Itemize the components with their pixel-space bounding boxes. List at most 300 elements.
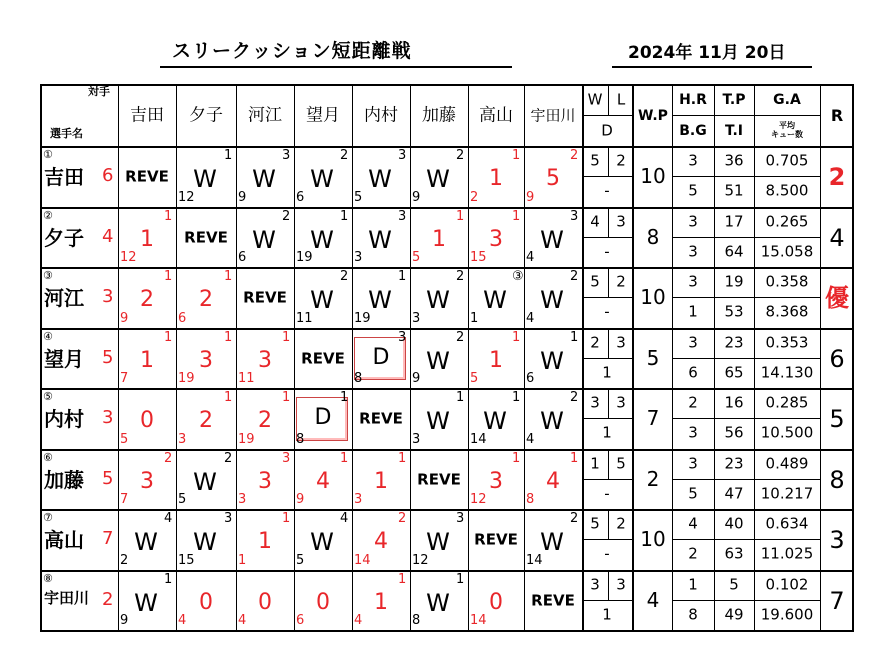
- total-innings: 56: [724, 423, 744, 442]
- points-superscript: 1: [456, 208, 465, 224]
- innings-subscript: 15: [178, 552, 195, 568]
- w-header: W: [587, 90, 603, 109]
- innings-subscript: 15: [470, 250, 487, 265]
- points-superscript: 3: [398, 148, 407, 163]
- loss-score: 1: [374, 589, 388, 615]
- player-number: ①: [43, 148, 53, 161]
- loss-score: 1: [489, 347, 503, 373]
- player-name: 宇田川: [44, 588, 90, 607]
- loss-score: 1: [374, 468, 388, 494]
- loss-score: 4: [316, 468, 330, 494]
- innings-subscript: 4: [526, 431, 535, 447]
- losses-count: 2: [616, 514, 626, 533]
- points-superscript: ③: [512, 269, 524, 284]
- innings-subscript: 1: [470, 310, 479, 326]
- grid-line: [468, 84, 469, 630]
- win-mark: W: [134, 528, 158, 557]
- grid-line: [852, 84, 854, 630]
- rank-header: R: [830, 106, 844, 125]
- draws-count: -: [604, 484, 610, 502]
- draws-count: 1: [602, 423, 612, 442]
- average-innings: 11.025: [760, 544, 814, 563]
- wins-count: 5: [590, 151, 600, 170]
- general-average: 0.489: [765, 454, 809, 472]
- innings-subscript: 6: [238, 250, 247, 265]
- innings-subscript: 9: [412, 371, 421, 386]
- innings-subscript: 12: [120, 250, 137, 265]
- player-name: 加藤: [44, 467, 84, 492]
- points-superscript: 1: [512, 390, 521, 405]
- l-header: L: [616, 90, 626, 109]
- points-superscript: 1: [512, 450, 521, 466]
- general-average: 0.358: [765, 272, 809, 291]
- losses-count: 2: [616, 151, 626, 170]
- total-innings: 64: [724, 242, 744, 260]
- win-mark: W: [368, 286, 392, 315]
- innings-subscript: 19: [238, 431, 255, 447]
- points-superscript: 1: [282, 329, 291, 345]
- grid-line: [608, 509, 609, 539]
- points-superscript: 3: [456, 511, 465, 526]
- innings-subscript: 9: [120, 310, 129, 326]
- win-mark: W: [540, 346, 564, 375]
- player-number: ④: [43, 329, 53, 343]
- player-handicap: 5: [102, 467, 114, 489]
- wins-count: 3: [590, 393, 600, 412]
- general-average: 0.705: [765, 151, 809, 170]
- draws-count: 1: [602, 605, 612, 623]
- draw-mark: D: [372, 344, 390, 370]
- draws-count: -: [604, 181, 610, 200]
- rank-value: 4: [829, 223, 845, 252]
- general-average: 0.285: [765, 393, 809, 412]
- losses-count: 2: [616, 272, 626, 291]
- grid-line: [40, 84, 852, 86]
- points-superscript: 1: [340, 450, 349, 466]
- rank-value: 6: [829, 344, 845, 373]
- innings-subscript: 4: [178, 613, 187, 628]
- points-superscript: 2: [340, 148, 349, 163]
- grid-line: [40, 570, 852, 572]
- grid-line: [672, 479, 820, 480]
- win-points: 10: [640, 285, 666, 310]
- points-superscript: 1: [224, 148, 233, 163]
- self-match-cell: REVE: [301, 349, 345, 368]
- innings-subscript: 12: [412, 552, 429, 568]
- player-number: ⑦: [43, 511, 53, 524]
- wins-count: 2: [590, 333, 600, 351]
- innings-subscript: 11: [296, 310, 313, 326]
- points-superscript: 1: [456, 390, 465, 405]
- player-handicap: 3: [102, 407, 114, 429]
- win-mark: W: [540, 225, 564, 254]
- innings-subscript: 9: [526, 189, 535, 205]
- innings-subscript: 5: [120, 431, 129, 447]
- bad-game: 2: [688, 544, 698, 563]
- innings-subscript: 9: [120, 613, 129, 628]
- innings-subscript: 8: [526, 492, 535, 507]
- loss-score: 3: [258, 347, 272, 373]
- innings-subscript: 1: [238, 552, 247, 568]
- self-match-cell: REVE: [184, 228, 228, 247]
- win-mark: W: [540, 286, 564, 315]
- player-name: 夕子: [44, 225, 84, 250]
- rank-value: 7: [829, 586, 845, 615]
- points-superscript: 2: [398, 511, 407, 526]
- points-superscript: 1: [164, 329, 173, 345]
- high-run: 3: [688, 272, 698, 291]
- rank-value: 優: [825, 284, 849, 313]
- high-run: 2: [688, 393, 698, 412]
- win-mark: W: [310, 165, 334, 194]
- win-mark: W: [426, 407, 450, 436]
- win-points: 7: [646, 406, 660, 431]
- loss-score: 5: [546, 166, 560, 192]
- points-superscript: 1: [282, 511, 291, 526]
- opponent-label: 対手: [88, 85, 110, 98]
- grid-line: [40, 388, 852, 390]
- player-name: 内村: [44, 407, 84, 432]
- total-innings: 53: [724, 302, 744, 321]
- general-average: 0.353: [765, 333, 809, 351]
- grid-line: [608, 328, 609, 358]
- win-mark: W: [193, 467, 217, 496]
- points-superscript: 1: [224, 269, 233, 284]
- total-points: 17: [724, 212, 744, 230]
- column-header: 宇田川: [530, 106, 576, 125]
- points-superscript: 1: [224, 329, 233, 345]
- column-header: 望月: [306, 105, 340, 126]
- points-superscript: 3: [224, 511, 233, 526]
- wins-count: 5: [590, 514, 600, 533]
- points-superscript: 2: [456, 269, 465, 284]
- bad-game: 3: [688, 423, 698, 442]
- points-superscript: 1: [398, 450, 407, 466]
- total-points: 16: [724, 393, 744, 412]
- grid-line: [40, 84, 42, 630]
- column-header: 吉田: [130, 105, 164, 126]
- win-mark: W: [252, 225, 276, 254]
- total-points: 23: [724, 333, 744, 351]
- draws-count: -: [604, 302, 610, 321]
- player-handicap: 3: [102, 286, 114, 308]
- loss-score: 1: [140, 226, 154, 252]
- player-name: 高山: [44, 528, 84, 553]
- innings-subscript: 14: [526, 552, 543, 568]
- innings-subscript: 11: [238, 371, 255, 386]
- loss-score: 1: [489, 166, 503, 192]
- total-points: 23: [724, 454, 744, 472]
- self-match-cell: REVE: [243, 288, 287, 307]
- losses-count: 5: [616, 454, 626, 472]
- loss-score: 1: [432, 226, 446, 252]
- points-superscript: 1: [512, 148, 521, 163]
- grid-line: [608, 388, 609, 418]
- win-mark: W: [252, 165, 276, 194]
- points-superscript: 2: [340, 269, 349, 284]
- points-superscript: 4: [164, 511, 173, 526]
- column-header: 加藤: [422, 105, 456, 126]
- innings-subscript: 5: [296, 552, 305, 568]
- innings-subscript: 12: [470, 492, 487, 507]
- innings-subscript: 14: [354, 552, 371, 568]
- win-mark: W: [310, 225, 334, 254]
- grid-line: [582, 479, 632, 480]
- innings-subscript: 3: [412, 310, 421, 326]
- grid-line: [608, 267, 609, 297]
- grid-line: [608, 207, 609, 237]
- points-superscript: 1: [398, 571, 407, 587]
- grid-line: [40, 328, 852, 330]
- grid-line: [40, 267, 852, 269]
- points-superscript: 1: [164, 269, 173, 284]
- grid-line: [40, 207, 852, 209]
- grid-line: [582, 237, 632, 238]
- points-superscript: 4: [340, 511, 349, 526]
- high-run: 3: [688, 151, 698, 170]
- grid-line: [672, 358, 820, 359]
- innings-subscript: 9: [412, 189, 421, 205]
- bad-game: 5: [688, 484, 698, 502]
- grid-line: [294, 84, 295, 630]
- high-run: 4: [688, 514, 698, 533]
- rank-value: 5: [829, 405, 845, 434]
- wins-count: 4: [590, 212, 600, 230]
- player-name: 河江: [44, 286, 84, 311]
- innings-subscript: 4: [354, 613, 363, 628]
- total-innings: 63: [724, 544, 744, 563]
- innings-subscript: 9: [296, 492, 305, 507]
- total-points: 5: [729, 575, 739, 593]
- self-match-cell: REVE: [417, 470, 461, 489]
- grid-line: [672, 600, 820, 601]
- grid-line: [118, 84, 119, 630]
- player-name: 望月: [44, 346, 84, 371]
- loss-score: 3: [489, 226, 503, 252]
- points-superscript: 2: [456, 329, 465, 345]
- grid-line: [40, 146, 852, 148]
- wins-count: 1: [590, 454, 600, 472]
- losses-count: 3: [616, 212, 626, 230]
- win-points: 5: [646, 345, 660, 370]
- rank-value: 3: [829, 526, 845, 555]
- wins-count: 3: [590, 575, 600, 593]
- grid-line: [632, 84, 634, 630]
- draws-count: 1: [602, 363, 612, 381]
- grid-line: [672, 297, 820, 298]
- innings-subscript: 6: [296, 189, 305, 205]
- player-number: ⑥: [43, 450, 53, 464]
- grid-line: [672, 418, 820, 419]
- high-run: 3: [688, 212, 698, 230]
- total-innings: 51: [724, 181, 744, 200]
- points-superscript: 2: [570, 269, 579, 284]
- tp-header: T.P: [722, 92, 746, 108]
- loss-score: 3: [489, 468, 503, 494]
- total-innings: 65: [724, 363, 744, 381]
- innings-subscript: 6: [526, 371, 535, 386]
- innings-subscript: 5: [178, 492, 187, 507]
- losses-count: 3: [616, 333, 626, 351]
- draws-count: -: [604, 544, 610, 563]
- loss-score: 1: [258, 529, 272, 555]
- grid-line: [608, 84, 609, 115]
- player-name-label: 選手名: [50, 127, 83, 140]
- win-mark: W: [134, 588, 158, 617]
- points-superscript: 3: [282, 450, 291, 466]
- average-innings: 15.058: [760, 242, 814, 260]
- win-mark: W: [540, 528, 564, 557]
- win-mark: W: [368, 165, 392, 194]
- points-superscript: 2: [570, 148, 579, 163]
- player-number: ⑤: [43, 390, 53, 403]
- win-points: 10: [640, 527, 666, 552]
- grid-line: [672, 539, 820, 540]
- innings-subscript: 4: [526, 310, 535, 326]
- innings-subscript: 6: [296, 613, 305, 628]
- general-average: 0.634: [765, 514, 809, 533]
- points-superscript: 3: [398, 208, 407, 224]
- innings-subscript: 8: [354, 371, 363, 386]
- high-run: 1: [688, 575, 698, 593]
- average-innings: 10.500: [760, 423, 814, 442]
- grid-line: [608, 146, 609, 176]
- win-mark: W: [310, 286, 334, 315]
- ti-header: T.I: [725, 123, 743, 139]
- average-innings: 8.500: [765, 181, 809, 200]
- player-handicap: 7: [102, 528, 114, 550]
- grid-line: [582, 358, 632, 359]
- win-mark: W: [483, 286, 507, 315]
- points-superscript: 2: [570, 511, 579, 526]
- grid-line: [176, 84, 177, 630]
- player-number: ②: [43, 208, 53, 222]
- d-header: D: [601, 121, 613, 140]
- total-points: 36: [724, 151, 744, 170]
- win-points: 8: [646, 224, 660, 249]
- win-mark: W: [483, 407, 507, 436]
- title-underline: [160, 66, 512, 68]
- points-superscript: 1: [512, 208, 521, 224]
- total-innings: 49: [724, 605, 744, 623]
- innings-subscript: 5: [412, 250, 421, 265]
- page-title: スリークッション短距離戦: [172, 40, 412, 62]
- win-mark: W: [426, 165, 450, 194]
- points-superscript: 3: [282, 148, 291, 163]
- innings-subscript: 8: [296, 431, 305, 447]
- win-mark: W: [310, 528, 334, 557]
- draw-mark: D: [314, 405, 332, 431]
- innings-subscript: 3: [238, 492, 247, 507]
- innings-subscript: 8: [412, 613, 421, 628]
- player-handicap: 2: [102, 588, 114, 610]
- total-points: 19: [724, 272, 744, 291]
- innings-subscript: 2: [470, 189, 479, 205]
- innings-subscript: 4: [526, 250, 535, 265]
- general-average: 0.265: [765, 212, 809, 230]
- points-superscript: 2: [456, 148, 465, 163]
- points-superscript: 1: [340, 390, 349, 405]
- grid-line: [524, 84, 525, 630]
- innings-subscript: 5: [354, 189, 363, 205]
- innings-subscript: 3: [412, 431, 421, 447]
- grid-line: [410, 84, 411, 630]
- loss-score: 2: [199, 287, 213, 313]
- average-innings: 8.368: [765, 302, 809, 321]
- date-label: 2024年 11月 20日: [628, 43, 786, 63]
- points-superscript: 2: [282, 208, 291, 224]
- grid-line: [672, 115, 820, 116]
- points-superscript: 1: [570, 450, 579, 466]
- bad-game: 8: [688, 605, 698, 623]
- total-points: 40: [724, 514, 744, 533]
- win-mark: W: [426, 346, 450, 375]
- grid-line: [40, 630, 854, 632]
- self-match-cell: REVE: [474, 530, 518, 549]
- total-innings: 47: [724, 484, 744, 502]
- self-match-cell: REVE: [125, 167, 169, 186]
- loss-score: 3: [140, 468, 154, 494]
- win-mark: W: [426, 588, 450, 617]
- bad-game: 3: [688, 242, 698, 260]
- player-handicap: 6: [102, 165, 114, 187]
- bad-game: 5: [688, 181, 698, 200]
- player-number: ③: [43, 269, 53, 282]
- points-superscript: 3: [398, 329, 407, 345]
- column-header: 河江: [248, 105, 282, 126]
- points-superscript: 1: [512, 329, 521, 345]
- rank-value: 8: [829, 465, 845, 494]
- bg-header: B.G: [679, 123, 707, 139]
- date-underline: [612, 66, 812, 68]
- grid-line: [582, 539, 632, 540]
- loss-score: 3: [258, 468, 272, 494]
- loss-score: 0: [258, 589, 272, 615]
- losses-count: 3: [616, 575, 626, 593]
- win-points: 4: [646, 587, 660, 612]
- losses-count: 3: [616, 393, 626, 412]
- grid-line: [352, 84, 353, 630]
- loss-score: 4: [374, 529, 388, 555]
- innings-subscript: 3: [354, 492, 363, 507]
- points-superscript: 1: [456, 571, 465, 587]
- innings-subscript: 14: [470, 431, 487, 447]
- average-innings: 19.600: [760, 605, 814, 623]
- points-superscript: 1: [570, 329, 579, 345]
- high-run: 3: [688, 454, 698, 472]
- average-innings: 14.130: [760, 363, 814, 381]
- draws-count: -: [604, 242, 610, 260]
- innings-subscript: 12: [178, 189, 195, 205]
- points-superscript: 1: [224, 390, 233, 405]
- wins-count: 5: [590, 272, 600, 291]
- grid-line: [40, 449, 852, 451]
- loss-score: 0: [140, 408, 154, 434]
- grid-line: [608, 449, 609, 479]
- innings-subscript: 19: [354, 310, 371, 326]
- grid-line: [582, 297, 632, 298]
- innings-subscript: 2: [120, 552, 129, 568]
- innings-subscript: 4: [238, 613, 247, 628]
- win-mark: W: [426, 286, 450, 315]
- grid-line: [582, 600, 632, 601]
- loss-score: 0: [489, 589, 503, 615]
- hr-header: H.R: [679, 92, 707, 108]
- win-mark: W: [426, 528, 450, 557]
- loss-score: 2: [140, 287, 154, 313]
- high-run: 3: [688, 333, 698, 351]
- loss-score: 2: [258, 408, 272, 434]
